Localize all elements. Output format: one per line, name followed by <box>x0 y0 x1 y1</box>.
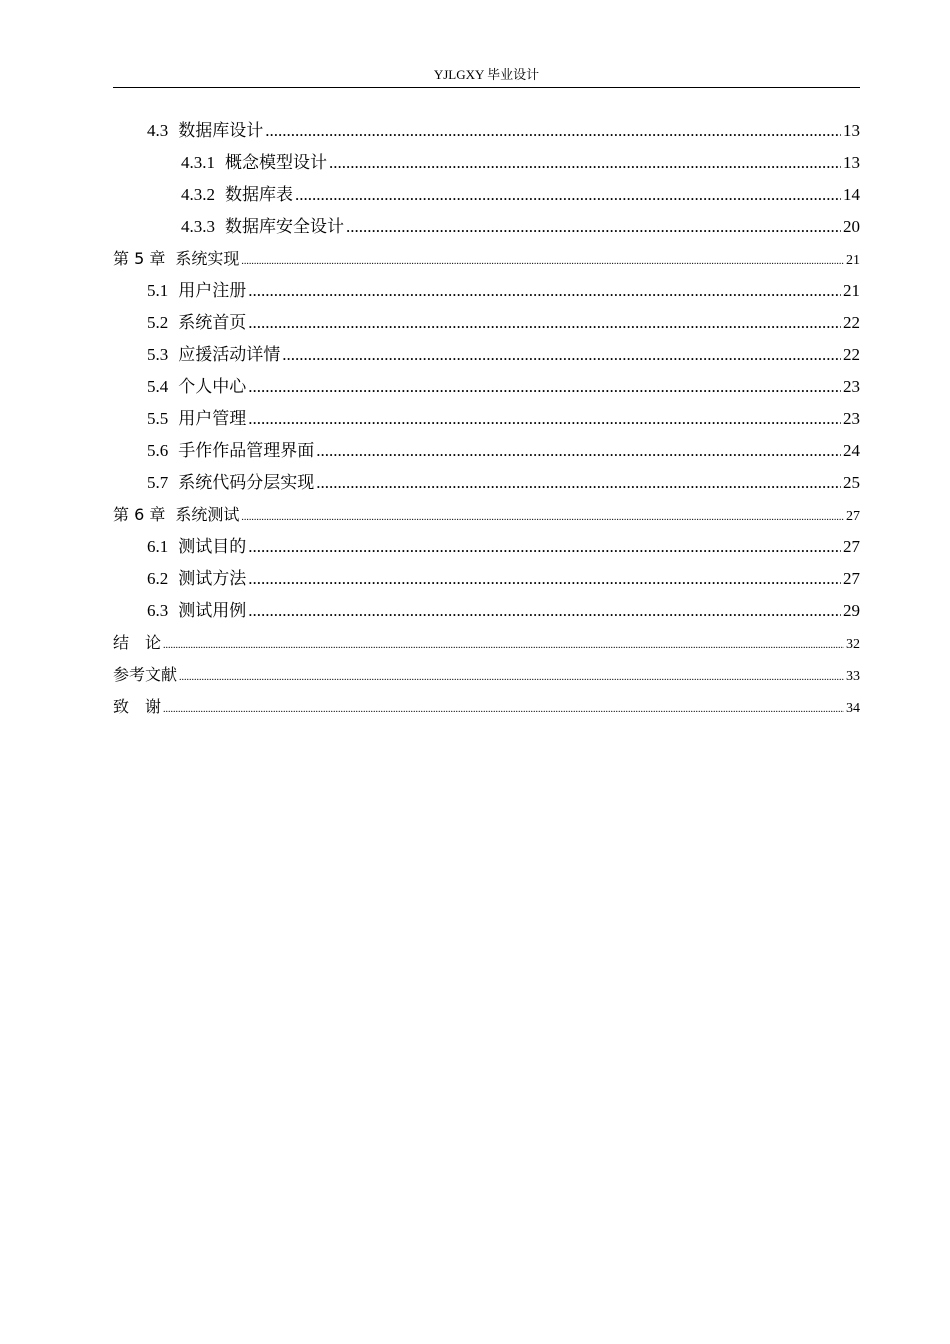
toc-entry-page: 27 <box>846 509 860 524</box>
toc-leader-dots <box>282 339 841 371</box>
toc-entry-page: 27 <box>843 569 860 588</box>
toc-leader-dots <box>248 595 841 627</box>
toc-chapter-entry[interactable] <box>113 243 860 275</box>
toc-entry-page: 20 <box>843 217 860 236</box>
toc-references-entry[interactable] <box>113 659 860 691</box>
toc-entry-number: 6.2 <box>147 569 169 588</box>
toc-entry-page: 33 <box>846 669 860 684</box>
toc-entry-title: 系统测试 <box>175 505 240 524</box>
toc-leader-dots <box>265 115 841 147</box>
toc-conclusion-entry[interactable] <box>113 627 860 659</box>
toc-entry[interactable] <box>113 115 860 147</box>
toc-entry-title: 结 论 <box>113 633 162 652</box>
toc-entry-page: 22 <box>843 345 860 364</box>
toc-entry-page: 23 <box>843 377 860 396</box>
toc-entry-title: 参考文献 <box>113 665 178 684</box>
toc-entry-page: 23 <box>843 409 860 428</box>
toc-acknowledgements-entry[interactable] <box>113 691 860 723</box>
toc-entry-page: 21 <box>846 253 860 268</box>
toc-leader-dots <box>248 371 841 403</box>
toc-entry-page: 24 <box>843 441 860 460</box>
toc-entry-number: 4.3.2 <box>181 185 215 204</box>
toc-entry-page: 34 <box>846 701 860 716</box>
toc-entry-page: 32 <box>846 637 860 652</box>
toc-leader-dots <box>179 659 844 694</box>
toc-entry-title: 测试方法 <box>178 569 247 588</box>
toc-leader-dots <box>248 275 841 307</box>
toc-leader-dots <box>241 499 844 534</box>
toc-entry-page: 13 <box>843 121 860 140</box>
toc-entry-title: 致 谢 <box>113 697 162 716</box>
toc-entry[interactable] <box>113 179 860 211</box>
toc-entry-number: 5.5 <box>147 409 169 428</box>
toc-entry-title: 概念模型设计 <box>225 153 327 172</box>
toc-entry-page: 22 <box>843 313 860 332</box>
toc-leader-dots <box>248 563 841 595</box>
toc-entry-number: 4.3 <box>147 121 169 140</box>
toc-entry-number: 5.3 <box>147 345 169 364</box>
toc-entry-page: 21 <box>843 281 860 300</box>
toc-entry-title: 测试目的 <box>178 537 247 556</box>
toc-leader-dots <box>295 179 841 211</box>
toc-leader-dots <box>329 147 841 179</box>
toc-entry-page: 27 <box>843 537 860 556</box>
toc-entry-page: 25 <box>843 473 860 492</box>
toc-entry[interactable] <box>113 403 860 435</box>
toc-entry-number: 4.3.1 <box>181 153 215 172</box>
toc-leader-dots <box>163 691 844 726</box>
toc-entry[interactable] <box>113 307 860 339</box>
toc-entry[interactable] <box>113 595 860 627</box>
toc-entry-number: 6.1 <box>147 537 169 556</box>
toc-entry-title: 用户注册 <box>178 281 247 300</box>
toc-entry-title: 用户管理 <box>178 409 247 428</box>
toc-entry-number: 第 5 章 <box>113 249 166 268</box>
toc-entry-title: 系统代码分层实现 <box>178 473 315 492</box>
header-title: YJLGXY 毕业设计 <box>433 67 540 82</box>
toc-entry-number: 4.3.3 <box>181 217 215 236</box>
toc-leader-dots <box>248 403 841 435</box>
toc-entry-title: 应援活动详情 <box>178 345 281 364</box>
toc-entry[interactable] <box>113 563 860 595</box>
toc-entry-number: 5.2 <box>147 313 169 332</box>
toc-entry-number: 5.4 <box>147 377 169 396</box>
toc-entry-title: 测试用例 <box>178 601 247 620</box>
toc-entry-page: 14 <box>843 185 860 204</box>
toc-entry-title: 数据库表 <box>225 185 293 204</box>
toc-entry-title: 系统首页 <box>178 313 247 332</box>
toc-entry-title: 个人中心 <box>178 377 247 396</box>
toc-entry-number: 5.6 <box>147 441 169 460</box>
toc-leader-dots <box>241 243 844 278</box>
toc-leader-dots <box>346 211 841 243</box>
toc-leader-dots <box>316 435 841 467</box>
toc-leader-dots <box>248 531 841 563</box>
toc-entry[interactable] <box>113 467 860 499</box>
toc-entry[interactable] <box>113 211 860 243</box>
toc-entry-title: 数据库安全设计 <box>225 217 344 236</box>
toc-entry[interactable] <box>113 371 860 403</box>
toc-entry[interactable] <box>113 435 860 467</box>
toc-entry-title: 系统实现 <box>175 249 240 268</box>
toc-entry-number: 5.7 <box>147 473 169 492</box>
toc-entry-page: 13 <box>843 153 860 172</box>
toc-chapter-entry[interactable] <box>113 499 860 531</box>
toc-entry-number: 第 6 章 <box>113 505 166 524</box>
toc-leader-dots <box>248 307 841 339</box>
toc-entry-page: 29 <box>843 601 860 620</box>
toc-entry-number: 5.1 <box>147 281 169 300</box>
toc-leader-dots <box>316 467 841 499</box>
toc-entry[interactable] <box>113 275 860 307</box>
toc-entry[interactable] <box>113 531 860 563</box>
toc-entry-title: 手作作品管理界面 <box>178 441 315 460</box>
table-of-contents <box>113 115 860 723</box>
toc-entry-title: 数据库设计 <box>178 121 264 140</box>
toc-entry-number: 6.3 <box>147 601 169 620</box>
toc-leader-dots <box>163 627 844 662</box>
page-header <box>113 66 860 88</box>
toc-entry[interactable] <box>113 147 860 179</box>
toc-entry[interactable] <box>113 339 860 371</box>
